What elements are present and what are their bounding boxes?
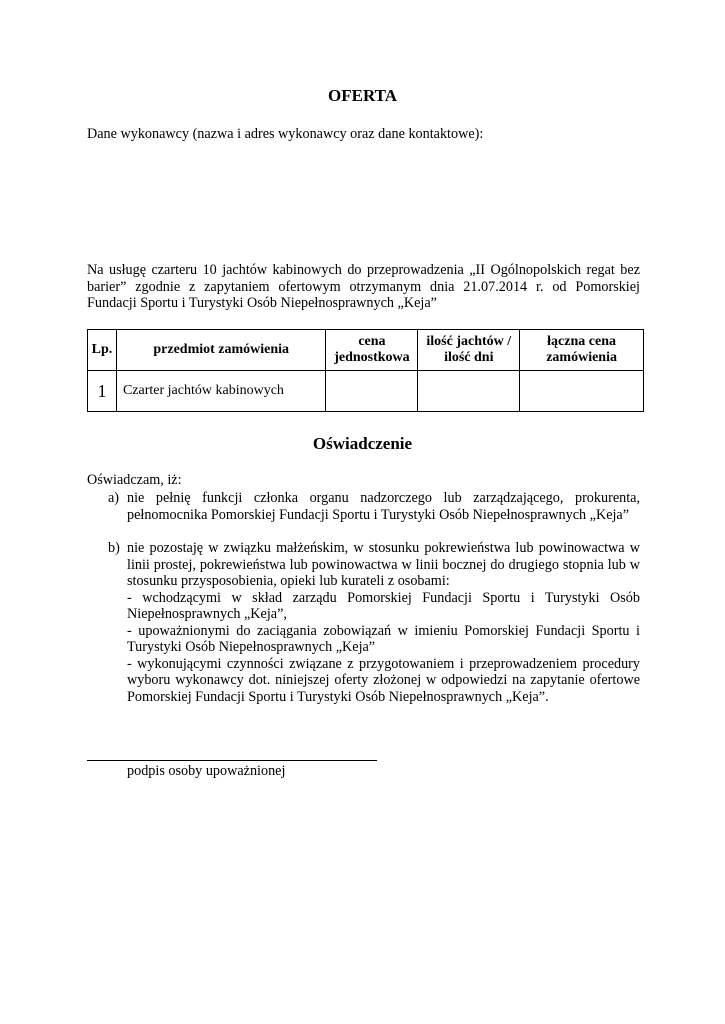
item-b-sub3: - wykonującymi czynności związane z przygotowaniem i przeprowadzeniem procedury wyboru wykonawcy dot. niniejszej oferty złożonej w odpowiedzi na zapytanie ofertowe Pomorskiej Fundacji Sportu i Turystyki Osób Niepełnosprawnych „Keja”. — [127, 655, 640, 705]
row-quantity[interactable] — [418, 371, 520, 412]
header-unit-price-line2: jednostkowa — [334, 350, 410, 365]
signature-label: podpis osoby upoważnionej — [127, 763, 286, 779]
declaration-item-b — [87, 540, 640, 705]
item-b-sub1: - wchodzącymi w skład zarządu Pomorskiej Fundacji Sportu i Turystyki Osób Niepełnosprawnych „Keja”, — [127, 589, 640, 622]
row-total[interactable] — [520, 371, 644, 412]
vendor-label: Dane wykonawcy (nazwa i adres wykonawcy oraz dane kontaktowe): — [87, 126, 484, 142]
row-item: Czarter jachtów kabinowych — [116, 371, 325, 412]
header-quantity-line1: ilość jachtów / — [426, 333, 512, 349]
declaration-title: Oświadczenie — [312, 434, 413, 453]
table-row — [88, 371, 644, 412]
item-a-marker: a) — [108, 490, 120, 506]
row-lp: 1 — [88, 371, 117, 412]
intro-text: Na usługę czarteru 10 jachtów kabinowych do przeprowadzenia „II Ogólnopolskich regat bez barier” zgodnie z zapytaniem ofertowym otrzymanym dnia 21.07.2014 r. od Pomorskiej Fundacji Sportu i Turystyki Osób Niepełnosprawnych „Keja” — [87, 262, 640, 311]
header-quantity-line2: ilość dni — [444, 350, 494, 365]
table-header-row — [88, 330, 644, 371]
header-total-line1: łączna cena — [547, 333, 616, 349]
header-lp: Lp. — [88, 330, 117, 371]
declaration-item-a — [87, 490, 640, 523]
item-b-sub2: - upoważnionymi do zaciągania zobowiązań w imieniu Pomorskiej Fundacji Sportu i Turystyki Osób Niepełnosprawnych „Keja” — [127, 622, 640, 655]
order-table — [87, 329, 644, 412]
declaration-lead: Oświadczam, iż: — [87, 472, 182, 488]
item-a-text: nie pełnię funkcji członka organu nadzorczego lub zarządzającego, prokurenta, pełnomocnika Pomorskiej Fundacji Sportu i Turystyki Osób Niepełnosprawnych „Keja” — [127, 490, 640, 523]
signature-line — [87, 760, 377, 761]
item-b-text: nie pozostaję w związku małżeńskim, w stosunku pokrewieństwa lub powinowactwa w linii prostej, pokrewieństwa lub powinowactwa w linii bocznej do drugiego stopnia lub w stosunku przysposobienia, opieki lub kurateli z osobami: — [127, 540, 640, 589]
item-b-marker: b) — [108, 540, 120, 556]
header-unit-price — [326, 330, 418, 371]
row-unit-price[interactable] — [326, 371, 418, 412]
header-item: przedmiot zamówienia — [116, 330, 325, 371]
header-quantity — [418, 330, 520, 371]
header-total-line2: zamówienia — [546, 350, 617, 365]
page-title: OFERTA — [328, 86, 397, 105]
header-total — [520, 330, 644, 371]
header-unit-price-line1: cena — [358, 333, 386, 349]
